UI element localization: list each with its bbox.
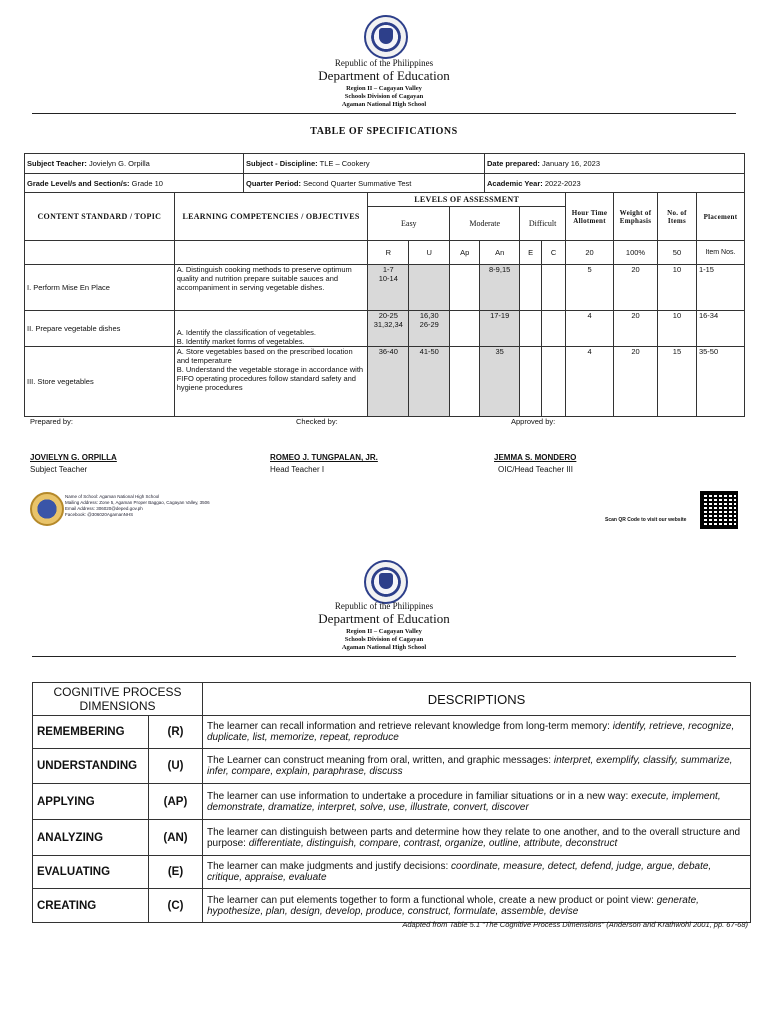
dimension-name: CREATING: [33, 889, 149, 923]
table-row: [25, 311, 745, 347]
prepared-name: JOVIELYN G. ORPILLA: [30, 453, 117, 462]
e-header: E: [520, 241, 542, 265]
cognitive-process-table: [32, 682, 751, 923]
subject-cell: Subject - Discipline: TLE – Cookery: [244, 154, 485, 174]
weight-total: 100%: [614, 241, 658, 265]
moderate-header: Moderate: [450, 207, 520, 241]
r-header: R: [368, 241, 409, 265]
date-cell: Date prepared: January 16, 2023: [485, 154, 745, 174]
header-divider: [32, 113, 736, 114]
ap-cell: [450, 311, 480, 347]
u-cell: [409, 265, 450, 311]
hour-total: 20: [566, 241, 614, 265]
school-info: Name of School: Agaman National High School Mailing Address: Zone 5, Agaman Proper Baggao, Cagayan Valley, 3506 Email Address: 306020@deped.gov.ph Facebook: @306020AgamanNHS: [65, 494, 210, 517]
u-cell: 16,30 26-29: [409, 311, 450, 347]
placement-header: Placement: [696, 193, 744, 241]
competency-cell: A. Store vegetables based on the prescribed location and temperature B. Understand the vegetable storage in accordance with FIFO operating procedures follow standard safety and hygiene procedures: [174, 347, 368, 417]
c-cell: [542, 311, 566, 347]
table-row: [33, 716, 751, 749]
weight-cell: 20: [614, 311, 658, 347]
weight-cell: 20: [614, 265, 658, 311]
region-text: Region II – Cagayan Valley: [346, 85, 422, 92]
e-cell: [520, 311, 542, 347]
school-text: Agaman National High School: [341, 101, 427, 108]
department-title: Department of Education: [318, 68, 450, 83]
source-citation: Adapted from Table 5.1 "The Cognitive Process Dimensions" (Anderson and Krathwohl 2001, pp. 67-68): [402, 920, 748, 929]
tos-title: TABLE OF SPECIFICATIONS: [310, 126, 458, 137]
checked-label: Checked by:: [296, 417, 338, 426]
placement-cell: 16-34: [696, 311, 744, 347]
c-cell: [542, 265, 566, 311]
an-cell: 8-9,15: [480, 265, 520, 311]
table-row: [25, 347, 745, 417]
content-header: CONTENT STANDARD / TOPIC: [25, 193, 175, 241]
difficult-header: Difficult: [520, 207, 566, 241]
table-row: [25, 265, 745, 311]
quarter-cell: Quarter Period: Second Quarter Summative Test: [244, 174, 485, 193]
scan-qr-text: Scan QR Code to visit our website: [605, 517, 687, 523]
qr-code-icon[interactable]: [700, 491, 738, 529]
prepared-label: Prepared by:: [30, 417, 73, 426]
year-cell: Academic Year: 2022-2023: [485, 174, 745, 193]
weight-cell: 20: [614, 347, 658, 417]
ap-header: Ap: [450, 241, 480, 265]
hour-cell: 4: [566, 347, 614, 417]
division-text: Schools Division of Cagayan: [344, 636, 424, 643]
dimension-description: The learner can put elements together to form a functional whole, create a new product or point view: generate, hypothesize, plan, design, develop, produce, construct, formulate, assemble, devise: [203, 889, 751, 923]
teacher-cell: Subject Teacher: Jovielyn G. Orpilla: [25, 154, 244, 174]
dimension-description: The learner can recall information and retrieve relevant knowledge from long-term memory: identify, retrieve, recognize, duplicate, list, memorize, repeat, reproduce: [203, 716, 751, 749]
an-cell: 17-19: [480, 311, 520, 347]
ap-cell: [450, 265, 480, 311]
ap-cell: [450, 347, 480, 417]
items-header: No. of Items: [658, 193, 697, 241]
weight-header: Weight of Emphasis: [614, 193, 658, 241]
dimension-description: The learner can make judgments and justify decisions: coordinate, measure, detect, defend, judge, argue, debate, critique, appraise, evaluate: [203, 856, 751, 889]
table-row: [33, 856, 751, 889]
descriptions-header: DESCRIPTIONS: [203, 683, 751, 716]
c-cell: [542, 347, 566, 417]
topic-cell: I. Perform Mise En Place: [25, 265, 175, 311]
dimension-name: EVALUATING: [33, 856, 149, 889]
competency-cell: A. Distinguish cooking methods to preserve optimum quality and nutrition prepare suitable sauces and accompaniment in serving vegetable dishes.: [174, 265, 368, 311]
approved-name: JEMMA S. MONDERO: [494, 453, 577, 462]
e-cell: [520, 265, 542, 311]
tos-info-table: [24, 153, 745, 193]
an-cell: 35: [480, 347, 520, 417]
u-header: U: [409, 241, 450, 265]
deped-seal-icon: [364, 560, 408, 604]
approved-title: OIC/Head Teacher III: [498, 465, 573, 474]
table-row: [33, 749, 751, 784]
topic-cell: III. Store vegetables: [25, 347, 175, 417]
items-cell: 10: [658, 265, 697, 311]
table-row: [33, 784, 751, 820]
levels-header: LEVELS OF ASSESSMENT: [368, 193, 566, 207]
competencies-header: LEARNING COMPETENCIES / OBJECTIVES: [174, 193, 368, 241]
an-header: An: [480, 241, 520, 265]
tos-table: [24, 192, 745, 417]
hour-cell: 4: [566, 311, 614, 347]
dimension-description: The learner can distinguish between parts and determine how they relate to one another, and to the overall structure and purpose: differentiate, distinguish, compare, contrast, organize, outline, attribute, deconstruct: [203, 820, 751, 856]
checked-name: ROMEO J. TUNGPALAN, JR.: [270, 453, 378, 462]
topic-cell: II. Prepare vegetable dishes: [25, 311, 175, 347]
table-row: [33, 820, 751, 856]
items-cell: 10: [658, 311, 697, 347]
dimension-code: (U): [149, 749, 203, 784]
prepared-title: Subject Teacher: [30, 465, 88, 474]
department-title: Department of Education: [318, 611, 450, 626]
r-cell: 20-25 31,32,34: [368, 311, 409, 347]
region-text: Region II – Cagayan Valley: [346, 628, 422, 635]
c-header: C: [542, 241, 566, 265]
dimension-name: UNDERSTANDING: [33, 749, 149, 784]
easy-header: Easy: [368, 207, 450, 241]
dimension-description: The Learner can construct meaning from oral, written, and graphic messages: interpret, exemplify, classify, summarize, infer, compare, explain, paraphrase, discuss: [203, 749, 751, 784]
placement-sub: Item Nos.: [696, 241, 744, 265]
republic-text: Republic of the Philippines: [334, 601, 434, 611]
r-cell: 36-40: [368, 347, 409, 417]
dimension-code: (AN): [149, 820, 203, 856]
grade-cell: Grade Level/s and Section/s: Grade 10: [25, 174, 244, 193]
dimension-description: The learner can use information to undertake a procedure in familiar situations or in a new way: execute, implement, demonstrate, dramatize, interpret, solve, use, illustrate, convert, discover: [203, 784, 751, 820]
competency-cell: A. Identify the classification of vegetables. B. Identify market forms of vegetables.: [174, 311, 368, 347]
school-logo-icon: [30, 492, 64, 526]
placement-cell: 35-50: [696, 347, 744, 417]
school-text: Agaman National High School: [341, 644, 427, 651]
checked-title: Head Teacher I: [270, 465, 325, 474]
deped-seal-icon: [364, 15, 408, 59]
items-cell: 15: [658, 347, 697, 417]
u-cell: 41-50: [409, 347, 450, 417]
e-cell: [520, 347, 542, 417]
r-cell: 1-7 10-14: [368, 265, 409, 311]
dimensions-header: COGNITIVE PROCESS DIMENSIONS: [33, 683, 203, 716]
approved-label: Approved by:: [511, 417, 556, 426]
dimension-name: ANALYZING: [33, 820, 149, 856]
placement-cell: 1-15: [696, 265, 744, 311]
dimension-name: REMEMBERING: [33, 716, 149, 749]
republic-text: Republic of the Philippines: [334, 58, 434, 68]
division-text: Schools Division of Cagayan: [344, 93, 424, 100]
header-divider: [32, 656, 736, 657]
hour-header: Hour Time Allotment: [566, 193, 614, 241]
dimension-code: (AP): [149, 784, 203, 820]
dimension-code: (C): [149, 889, 203, 923]
dimension-name: APPLYING: [33, 784, 149, 820]
hour-cell: 5: [566, 265, 614, 311]
dimension-code: (R): [149, 716, 203, 749]
items-total: 50: [658, 241, 697, 265]
table-row: [33, 889, 751, 923]
dimension-code: (E): [149, 856, 203, 889]
